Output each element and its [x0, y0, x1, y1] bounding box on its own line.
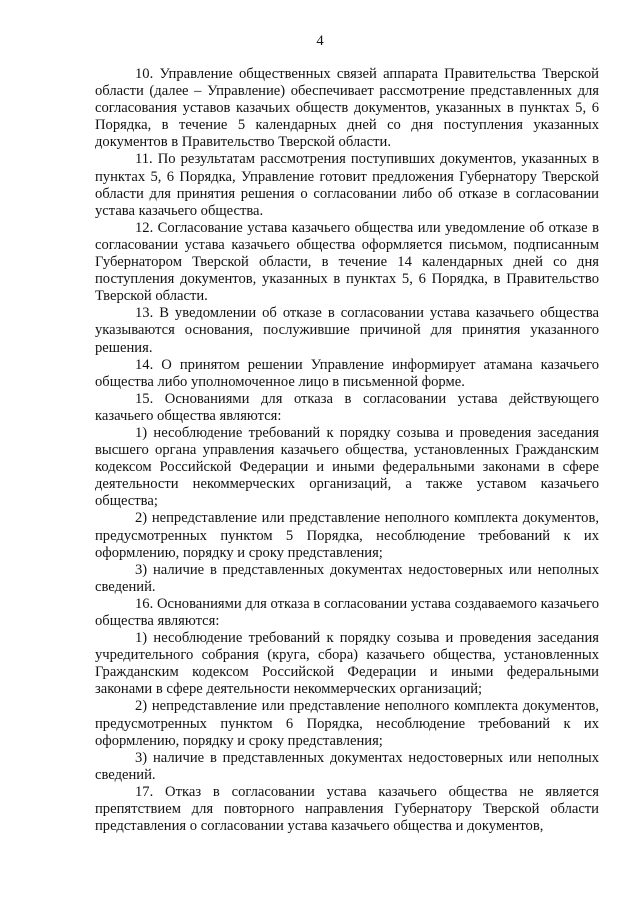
paragraph-15: 15. Основаниями для отказа в согласовании устава действующего казачьего общества являются: [95, 390, 599, 424]
paragraph-16-item-3: 3) наличие в представленных документах недостоверных или неполных сведений. [95, 749, 599, 783]
paragraph-10: 10. Управление общественных связей аппарата Правительства Тверской области (далее – Управление) обеспечивает рассмотрение представленных для согласования уставов казачьих обществ документов, указанных в пунктах 5, 6 Порядка, в течение 5 календарных дней со дня поступления указанных документов в Правительство Тверской области. [95, 66, 599, 151]
paragraph-15-item-2: 2) непредставление или представление неполного комплекта документов, предусмотренных пунктом 5 Порядка, несоблюдение требований к их оформлению, порядку и сроку представления; [95, 510, 599, 561]
page-number: 4 [316, 33, 324, 49]
paragraph-13: 13. В уведомлении об отказе в согласовании устава казачьего общества указываются основания, послужившие причиной для принятия указанного решения. [95, 305, 599, 356]
paragraph-16: 16. Основаниями для отказа в согласовании устава создаваемого казачьего общества являются: [95, 595, 599, 629]
paragraph-16-item-1: 1) несоблюдение требований к порядку созыва и проведения заседания учредительного собрания (круга, сбора) казачьего общества, установленных Гражданским кодексом Российской Федерации и иными федеральными законами в сфере деятельности некоммерческих организаций; [95, 630, 599, 698]
paragraph-12: 12. Согласование устава казачьего общества или уведомление об отказе в согласовании устава казачьего общества оформляется письмом, подписанным Губернатором Тверской области, в течение 14 календарных дней со дня поступления документов, указанных в пунктах 5, 6 Порядка, в Правительство Тверской области. [95, 219, 599, 305]
document-body [95, 66, 599, 835]
paragraph-14: 14. О принятом решении Управление информирует атамана казачьего общества либо уполномоченное лицо в письменной форме. [95, 356, 599, 390]
paragraph-15-item-1: 1) несоблюдение требований к порядку созыва и проведения заседания высшего органа управления казачьего общества, установленных Гражданским кодексом Российской Федерации и иными федеральными законами в сфере деятельности некоммерческих организаций, а также уставом казачьего общества; [95, 424, 599, 510]
paragraph-11: 11. По результатам рассмотрения поступивших документов, указанных в пунктах 5, 6 Порядка, Управление готовит предложения Губернатору Тверской области для принятия решения о согласовании либо об отказе в согласовании устава казачьего общества. [95, 151, 599, 219]
paragraph-16-item-2: 2) непредставление или представление неполного комплекта документов, предусмотренных пунктом 6 Порядка, несоблюдение требований к их оформлению, порядку и сроку представления; [95, 698, 599, 749]
paragraph-15-item-3: 3) наличие в представленных документах недостоверных или неполных сведений. [95, 561, 599, 595]
paragraph-17: 17. Отказ в согласовании устава казачьего общества не является препятствием для повторного направления Губернатору Тверской области представления о согласовании устава казачьего общества и документов, [95, 783, 599, 835]
